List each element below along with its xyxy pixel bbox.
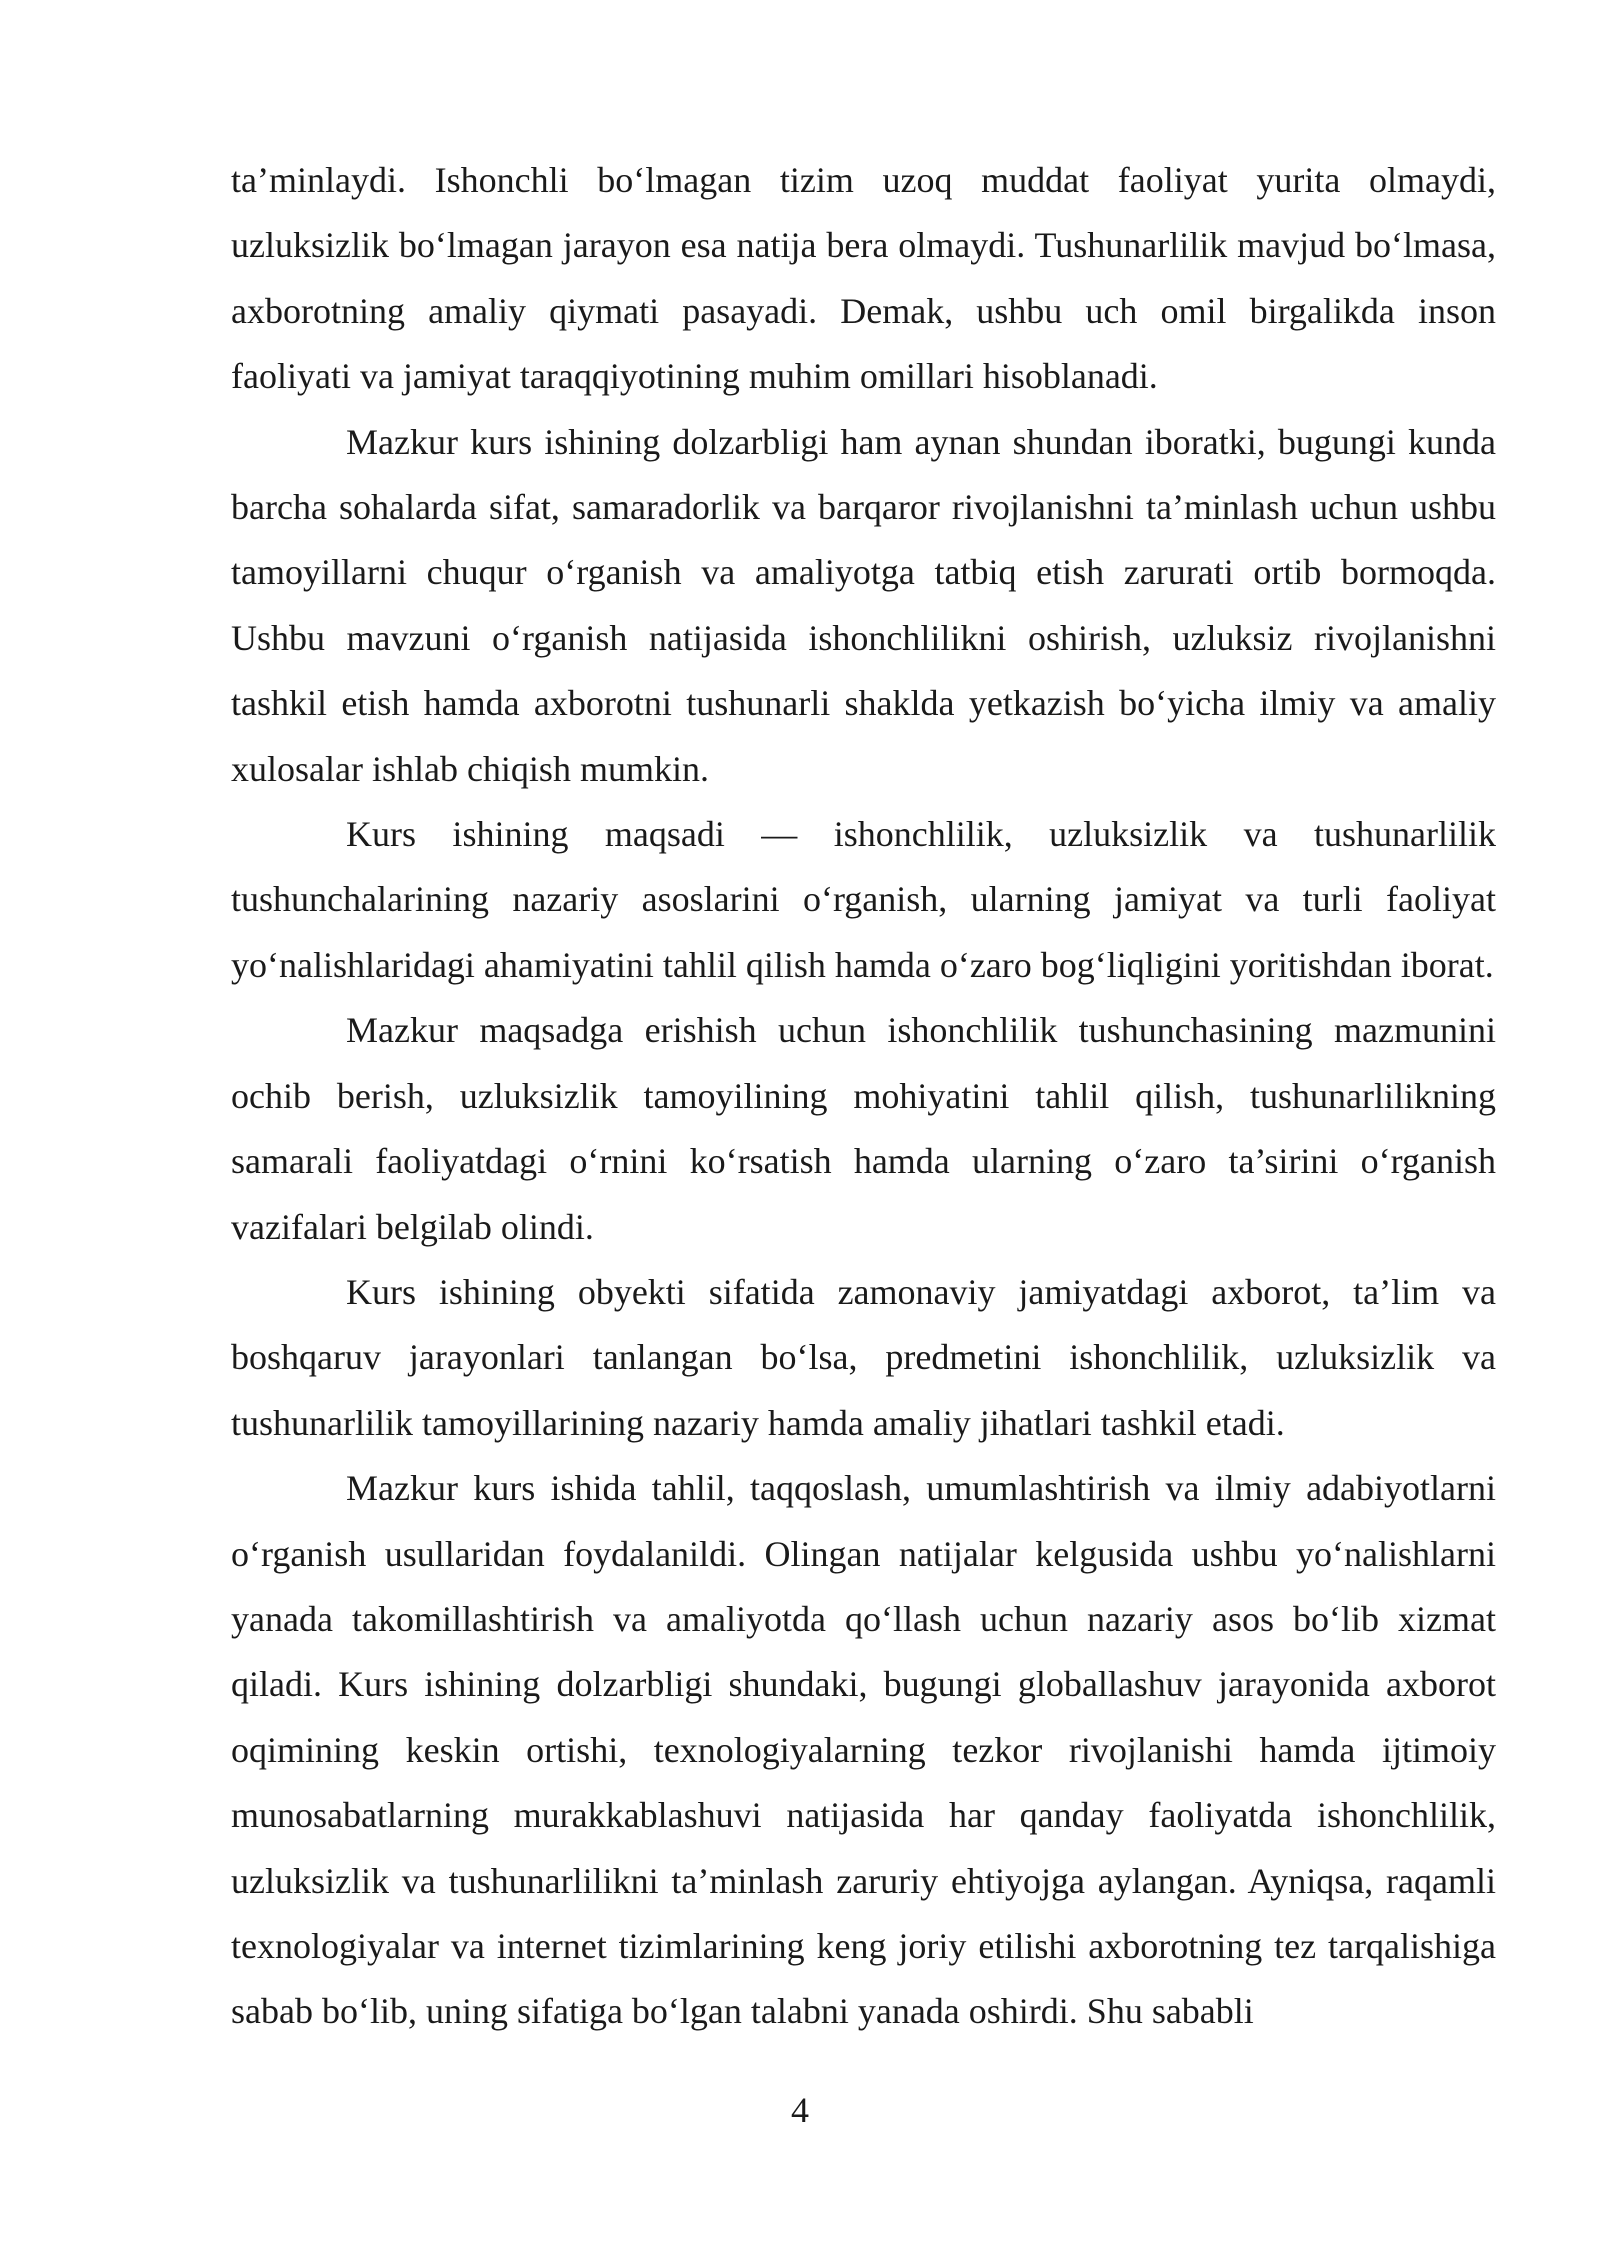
paragraph-5: Kurs ishining obyekti sifatida zamonaviy jamiyatdagi axborot, ta’lim va boshqaruv jarayonlari tanlangan bo‘lsa, predmetini ishonchlilik, uzluksizlik va tushunarlilik tamoyillarining nazariy hamda amaliy jihatlari tashkil etadi. xyxy=(231,1271,1496,1443)
paragraph-6: Mazkur kurs ishida tahlil, taqqoslash, umumlashtirish va ilmiy adabiyotlarni o‘rganish usullaridan foydalanildi. Olingan natijalar kelgusida ushbu yo‘nalishlarni yanada takomillashtirish va amaliyotda qo‘llash uchun nazariy asos bo‘lib xizmat qiladi. Kurs ishining dolzarbligi shundaki, bugungi globallashuv jarayonida axborot oqimining keskin ortishi, texnologiyalarning tezkor rivojlanishi hamda ijtimoiy munosabatlarning murakkablashuvi natijasida har qanday faoliyatda ishonchlilik, uzluksizlik va tushunarlilikni ta’minlash zaruriy ehtiyojga aylangan. Ayniqsa, raqamli texnologiyalar va internet tizimlarining keng joriy etilishi axborotning tez tarqalishiga sabab bo‘lib, uning sifatiga bo‘lgan talabni yanada oshirdi. Shu sababli xyxy=(231,1468,1496,2032)
page-number: 4 xyxy=(791,2090,809,2130)
paragraph-1: ta’minlaydi. Ishonchli bo‘lmagan tizim uzoq muddat faoliyat yurita olmaydi, uzluksizlik bo‘lmagan jarayon esa natija bera olmaydi. Tushunarlilik mavjud bo‘lmasa, axborotning amaliy qiymati pasayadi. Demak, ushbu uch omil birgalikda inson faoliyati va jamiyat taraqqiyotining muhim omillari hisoblanadi. xyxy=(231,160,1496,397)
paragraph-2: Mazkur kurs ishining dolzarbligi ham aynan shundan iboratki, bugungi kunda barcha sohalarda sifat, samaradorlik va barqaror rivojlanishni ta’minlash uchun ushbu tamoyillarni chuqur o‘rganish va amaliyotga tatbiq etish zarurati ortib bormoqda. Ushbu mavzuni o‘rganish natijasida ishonchlilikni oshirish, uzluksiz rivojlanishni tashkil etish hamda axborotni tushunarli shaklda yetkazish bo‘yicha ilmiy va amaliy xulosalar ishlab chiqish mumkin. xyxy=(231,421,1496,789)
paragraph-4: Mazkur maqsadga erishish uchun ishonchlilik tushunchasining mazmunini ochib berish, uzluksizlik tamoyilining mohiyatini tahlil qilish, tushunarlilikning samarali faoliyatdagi o‘rnini ko‘rsatish hamda ularning o‘zaro ta’sirini o‘rganish vazifalari belgilab olindi. xyxy=(231,1010,1496,1247)
body-text xyxy=(231,148,1496,2045)
paragraph-3: Kurs ishining maqsadi — ishonchlilik, uzluksizlik va tushunarlilik tushunchalarining nazariy asoslarini o‘rganish, ularning jamiyat va turli faoliyat yo‘nalishlaridagi ahamiyatini tahlil qilish hamda o‘zaro bog‘liqligini yoritishdan iborat. xyxy=(231,814,1496,985)
